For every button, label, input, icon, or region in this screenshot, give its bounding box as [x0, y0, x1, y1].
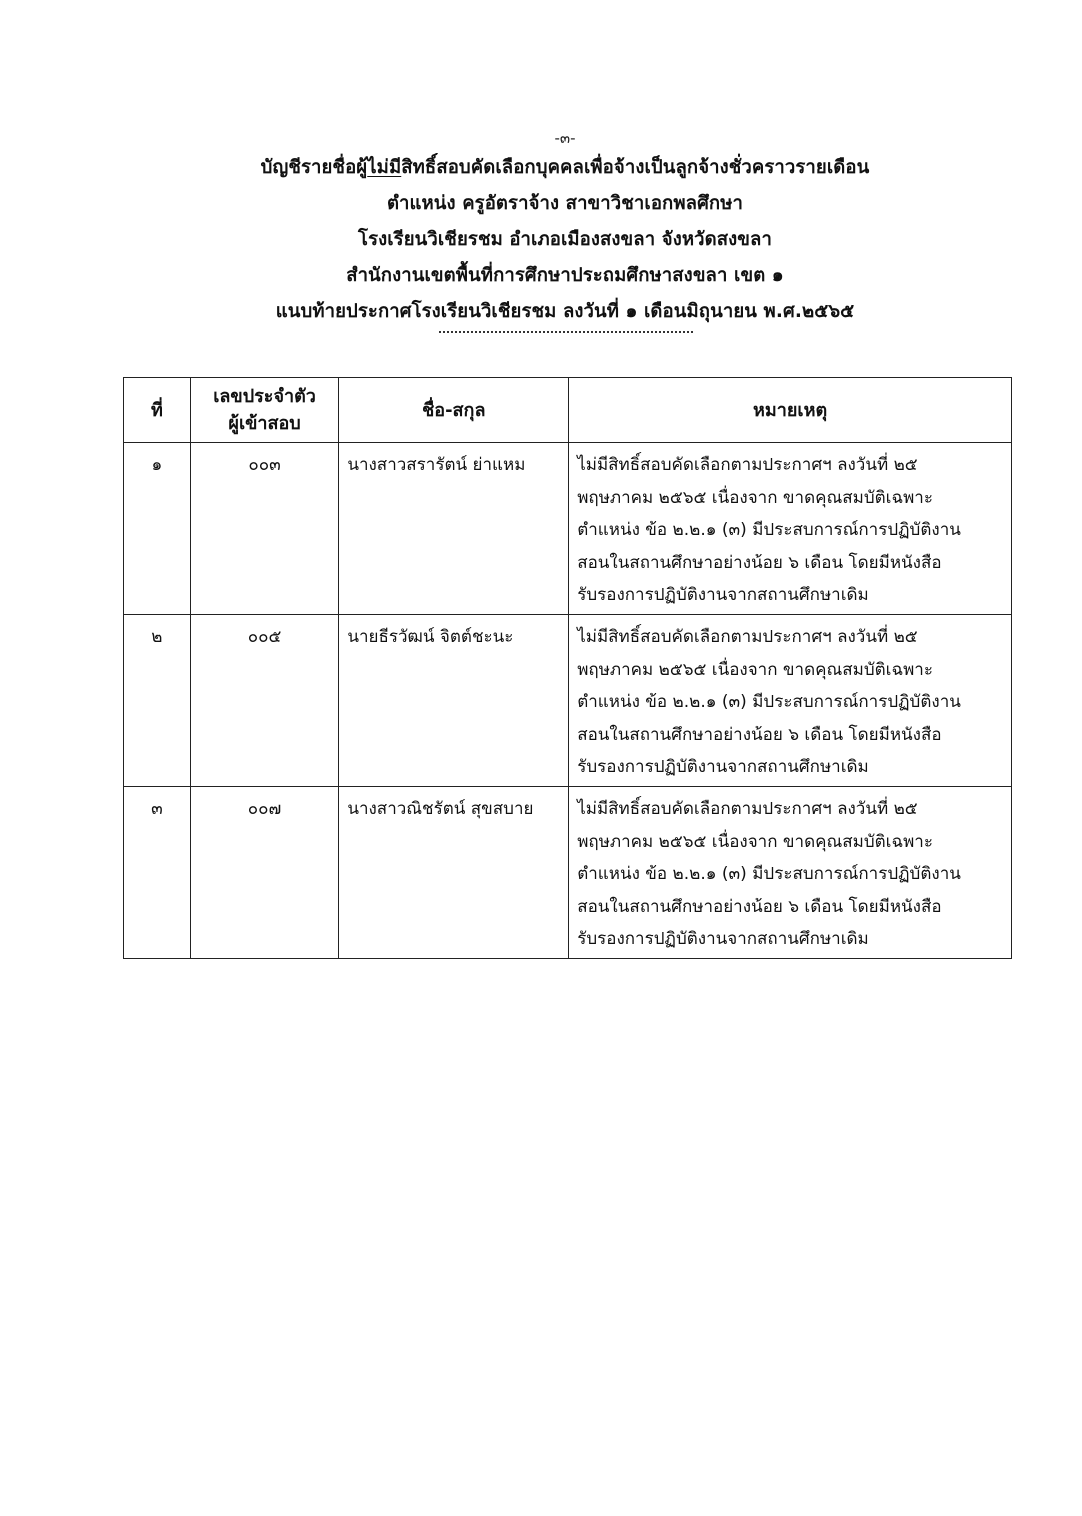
remark-line: รับรองการปฏิบัติงานจากสถานศึกษาเดิม: [577, 585, 869, 606]
table-header-row: [124, 378, 1012, 443]
row-candidate-id: ๐๐๓: [190, 443, 339, 615]
table-row: [124, 443, 1012, 615]
title-line-1-suffix: สิทธิ์สอบคัดเลือกบุคคลเพื่อจ้างเป็นลูกจ้างชั่วคราวรายเดือน: [401, 157, 870, 178]
page-number: -๓-: [554, 129, 576, 147]
remark-line: สอนในสถานศึกษาอย่างน้อย ๖ เดือน โดยมีหนังสือ: [577, 552, 942, 573]
row-no: ๑: [124, 443, 191, 615]
remark-line: ไม่มีสิทธิ์สอบคัดเลือกตามประกาศฯ ลงวันที่ ๒๕: [577, 626, 918, 647]
row-name: นางสาวณิชรัตน์ สุขสบาย: [339, 786, 569, 958]
title-line-1-prefix: บัญชีรายชื่อผู้: [260, 157, 368, 178]
title-line-5: แนบท้ายประกาศโรงเรียนวิเชียรชม ลงวันที่ ๑ เดือนมิถุนายน พ.ศ.๒๕๖๕: [275, 301, 855, 322]
table-row: [124, 614, 1012, 786]
header-id-line-1: เลขประจำตัว: [213, 386, 316, 407]
row-candidate-id: ๐๐๗: [190, 786, 339, 958]
ineligible-candidates-table: [123, 377, 1012, 959]
title-line-4: สำนักงานเขตพื้นที่การศึกษาประถมศึกษาสงขลา เขต ๑: [346, 265, 784, 286]
remark-line: สอนในสถานศึกษาอย่างน้อย ๖ เดือน โดยมีหนังสือ: [577, 724, 942, 745]
remark-line: ตำแหน่ง ข้อ ๒.๒.๑ (๓) มีประสบการณ์การปฏิบัติงาน: [577, 692, 961, 713]
remark-line: สอนในสถานศึกษาอย่างน้อย ๖ เดือน โดยมีหนังสือ: [577, 896, 942, 917]
title-underlined-word: ไม่มี: [367, 157, 402, 178]
header-id-line-2: ผู้เข้าสอบ: [228, 413, 301, 434]
remark-line: พฤษภาคม ๒๕๖๕ เนื่องจาก ขาดคุณสมบัติเฉพาะ: [577, 831, 933, 852]
remark-line: ตำแหน่ง ข้อ ๒.๒.๑ (๓) มีประสบการณ์การปฏิบัติงาน: [577, 864, 961, 885]
row-remark: [569, 443, 1012, 615]
remark-line: ไม่มีสิทธิ์สอบคัดเลือกตามประกาศฯ ลงวันที่ ๒๕: [577, 798, 918, 819]
row-name: นางสาวสรารัตน์ ย่าแหม: [339, 443, 569, 615]
title-line-1: [0, 150, 1082, 186]
row-name: นายธีรวัฒน์ จิตต์ชะนะ: [339, 614, 569, 786]
row-candidate-id: ๐๐๕: [190, 614, 339, 786]
remark-line: รับรองการปฏิบัติงานจากสถานศึกษาเดิม: [577, 929, 869, 950]
title-line-2: ตำแหน่ง ครูอัตราจ้าง สาขาวิชาเอกพลศึกษา: [386, 193, 744, 214]
header-remark: หมายเหตุ: [569, 378, 1012, 443]
remark-line: รับรองการปฏิบัติงานจากสถานศึกษาเดิม: [577, 757, 869, 778]
remark-line: ไม่มีสิทธิ์สอบคัดเลือกตามประกาศฯ ลงวันที่ ๒๕: [577, 455, 918, 475]
remark-line: ตำแหน่ง ข้อ ๒.๒.๑ (๓) มีประสบการณ์การปฏิบัติงาน: [577, 520, 961, 541]
header-no: ที่: [124, 378, 191, 443]
remark-line: พฤษภาคม ๒๕๖๕ เนื่องจาก ขาดคุณสมบัติเฉพาะ: [577, 487, 933, 508]
row-no: ๓: [124, 786, 191, 958]
row-remark: [569, 786, 1012, 958]
row-remark: [569, 614, 1012, 786]
header-name: ชื่อ-สกุล: [339, 378, 569, 443]
dotted-divider: [439, 331, 693, 333]
row-no: ๒: [124, 614, 191, 786]
table-row: [124, 786, 1012, 958]
title-line-3: โรงเรียนวิเชียรชม อำเภอเมืองสงขลา จังหวัดสงขลา: [358, 229, 772, 250]
remark-line: พฤษภาคม ๒๕๖๕ เนื่องจาก ขาดคุณสมบัติเฉพาะ: [577, 659, 933, 680]
document-title: [0, 150, 1082, 330]
header-candidate-id: [190, 378, 339, 443]
